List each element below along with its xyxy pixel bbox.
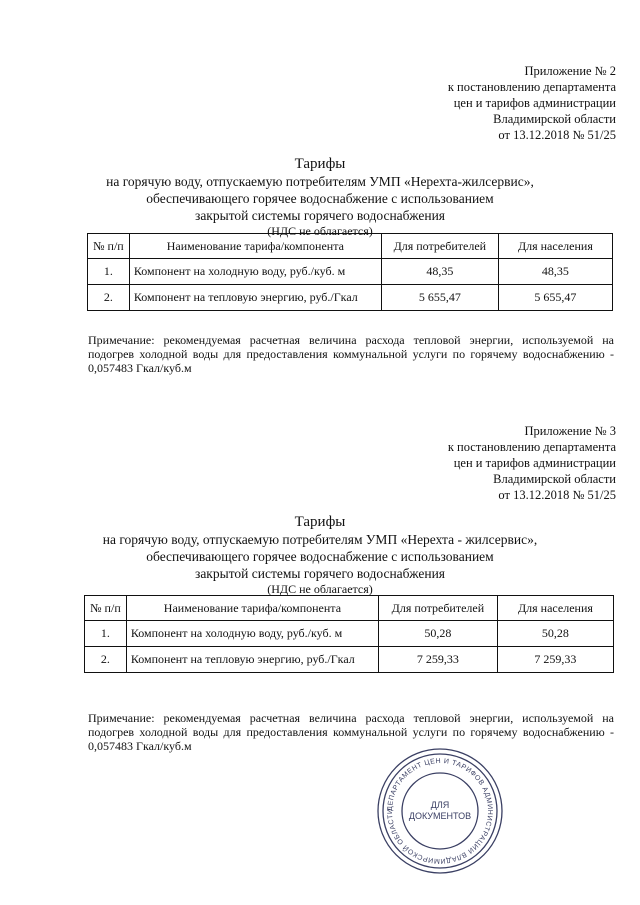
annex-2-line: к постановлению департамента <box>447 80 616 94</box>
annex-2-date: от 13.12.2018 № 51/25 <box>498 128 616 142</box>
cell-population: 50,28 <box>497 621 613 647</box>
cell-consumers: 7 259,33 <box>378 647 497 673</box>
table-row <box>88 259 613 285</box>
table-row <box>88 285 613 311</box>
stamp-ring-text: ДЕПАРТАМЕНТ ЦЕН И ТАРИФОВ АДМИНИСТРАЦИИ ВЛАДИМИРСКОЙ ОБЛАСТИ <box>386 757 494 865</box>
table-header-row <box>85 596 614 621</box>
tariff-title-2 <box>0 514 640 596</box>
vat-note: (НДС не облагается) <box>267 224 373 238</box>
title-line: закрытой системы горячего водоснабжения <box>194 566 446 581</box>
annex-3-title: Приложение № 3 <box>524 424 616 438</box>
cell-name: Компонент на тепловую энергию, руб./Гкал <box>129 285 381 311</box>
note-1: Примечание: рекомендуемая расчетная величина расхода тепловой энергии, используемой на подогрев холодной воды для предоставления коммунальной услуги по горячему водоснабжению - 0,057483 Гкал/куб.м <box>88 333 614 375</box>
cell-number: 1. <box>88 259 130 285</box>
vat-note: (НДС не облагается) <box>267 582 373 596</box>
cell-consumers: 50,28 <box>378 621 497 647</box>
annex-3-block <box>448 423 616 503</box>
stamp-center-line2: ДОКУМЕНТОВ <box>408 811 472 821</box>
annex-2-line: цен и тарифов администрации <box>453 96 616 110</box>
cell-consumers: 5 655,47 <box>381 285 498 311</box>
cell-population: 5 655,47 <box>498 285 612 311</box>
cell-name: Компонент на тепловую энергию, руб./Гкал <box>126 647 378 673</box>
cell-number: 2. <box>85 647 127 673</box>
annex-3-line: к постановлению департамента <box>447 440 616 454</box>
title-line: закрытой системы горячего водоснабжения <box>194 208 446 223</box>
stamp-center-line1: ДЛЯ <box>430 800 450 810</box>
annex-3-line: Владимирской области <box>493 472 616 486</box>
cell-number: 1. <box>85 621 127 647</box>
annex-2-block <box>448 63 616 143</box>
table-row <box>85 621 614 647</box>
title-line: обеспечивающего горячее водоснабжение с использованием <box>146 191 494 206</box>
title-heading: Тарифы <box>294 514 346 530</box>
title-line: на горячую воду, отпускаемую потребителям УМП «Нерехта-жилсервис», <box>106 174 534 189</box>
cell-number: 2. <box>88 285 130 311</box>
annex-3-line: цен и тарифов администрации <box>453 456 616 470</box>
col-header-consumers: Для потребителей <box>381 234 498 259</box>
table-header-row <box>88 234 613 259</box>
title-line: обеспечивающего горячее водоснабжение с использованием <box>146 549 494 564</box>
annex-2-title: Приложение № 2 <box>524 64 616 78</box>
col-header-number: № п/п <box>88 234 130 259</box>
annex-2-line: Владимирской области <box>493 112 616 126</box>
tariff-table-1 <box>87 233 613 311</box>
cell-name: Компонент на холодную воду, руб./куб. м <box>126 621 378 647</box>
cell-population: 7 259,33 <box>497 647 613 673</box>
col-header-population: Для населения <box>498 234 612 259</box>
col-header-population: Для населения <box>497 596 613 621</box>
cell-name: Компонент на холодную воду, руб./куб. м <box>129 259 381 285</box>
col-header-name: Наименование тарифа/компонента <box>129 234 381 259</box>
col-header-name: Наименование тарифа/компонента <box>126 596 378 621</box>
official-stamp <box>375 746 505 876</box>
col-header-consumers: Для потребителей <box>378 596 497 621</box>
annex-3-date: от 13.12.2018 № 51/25 <box>498 488 616 502</box>
tariff-title-1 <box>0 156 640 238</box>
table-row <box>85 647 614 673</box>
tariff-table-2 <box>84 595 614 673</box>
cell-consumers: 48,35 <box>381 259 498 285</box>
col-header-number: № п/п <box>85 596 127 621</box>
title-line: на горячую воду, отпускаемую потребителям УМП «Нерехта - жилсервис», <box>102 532 538 547</box>
title-heading: Тарифы <box>294 156 346 172</box>
cell-population: 48,35 <box>498 259 612 285</box>
note-2: Примечание: рекомендуемая расчетная величина расхода тепловой энергии, используемой на подогрев холодной воды для предоставления коммунальной услуги по горячему водоснабжению - 0,057483 Гкал/куб.м <box>88 711 614 753</box>
